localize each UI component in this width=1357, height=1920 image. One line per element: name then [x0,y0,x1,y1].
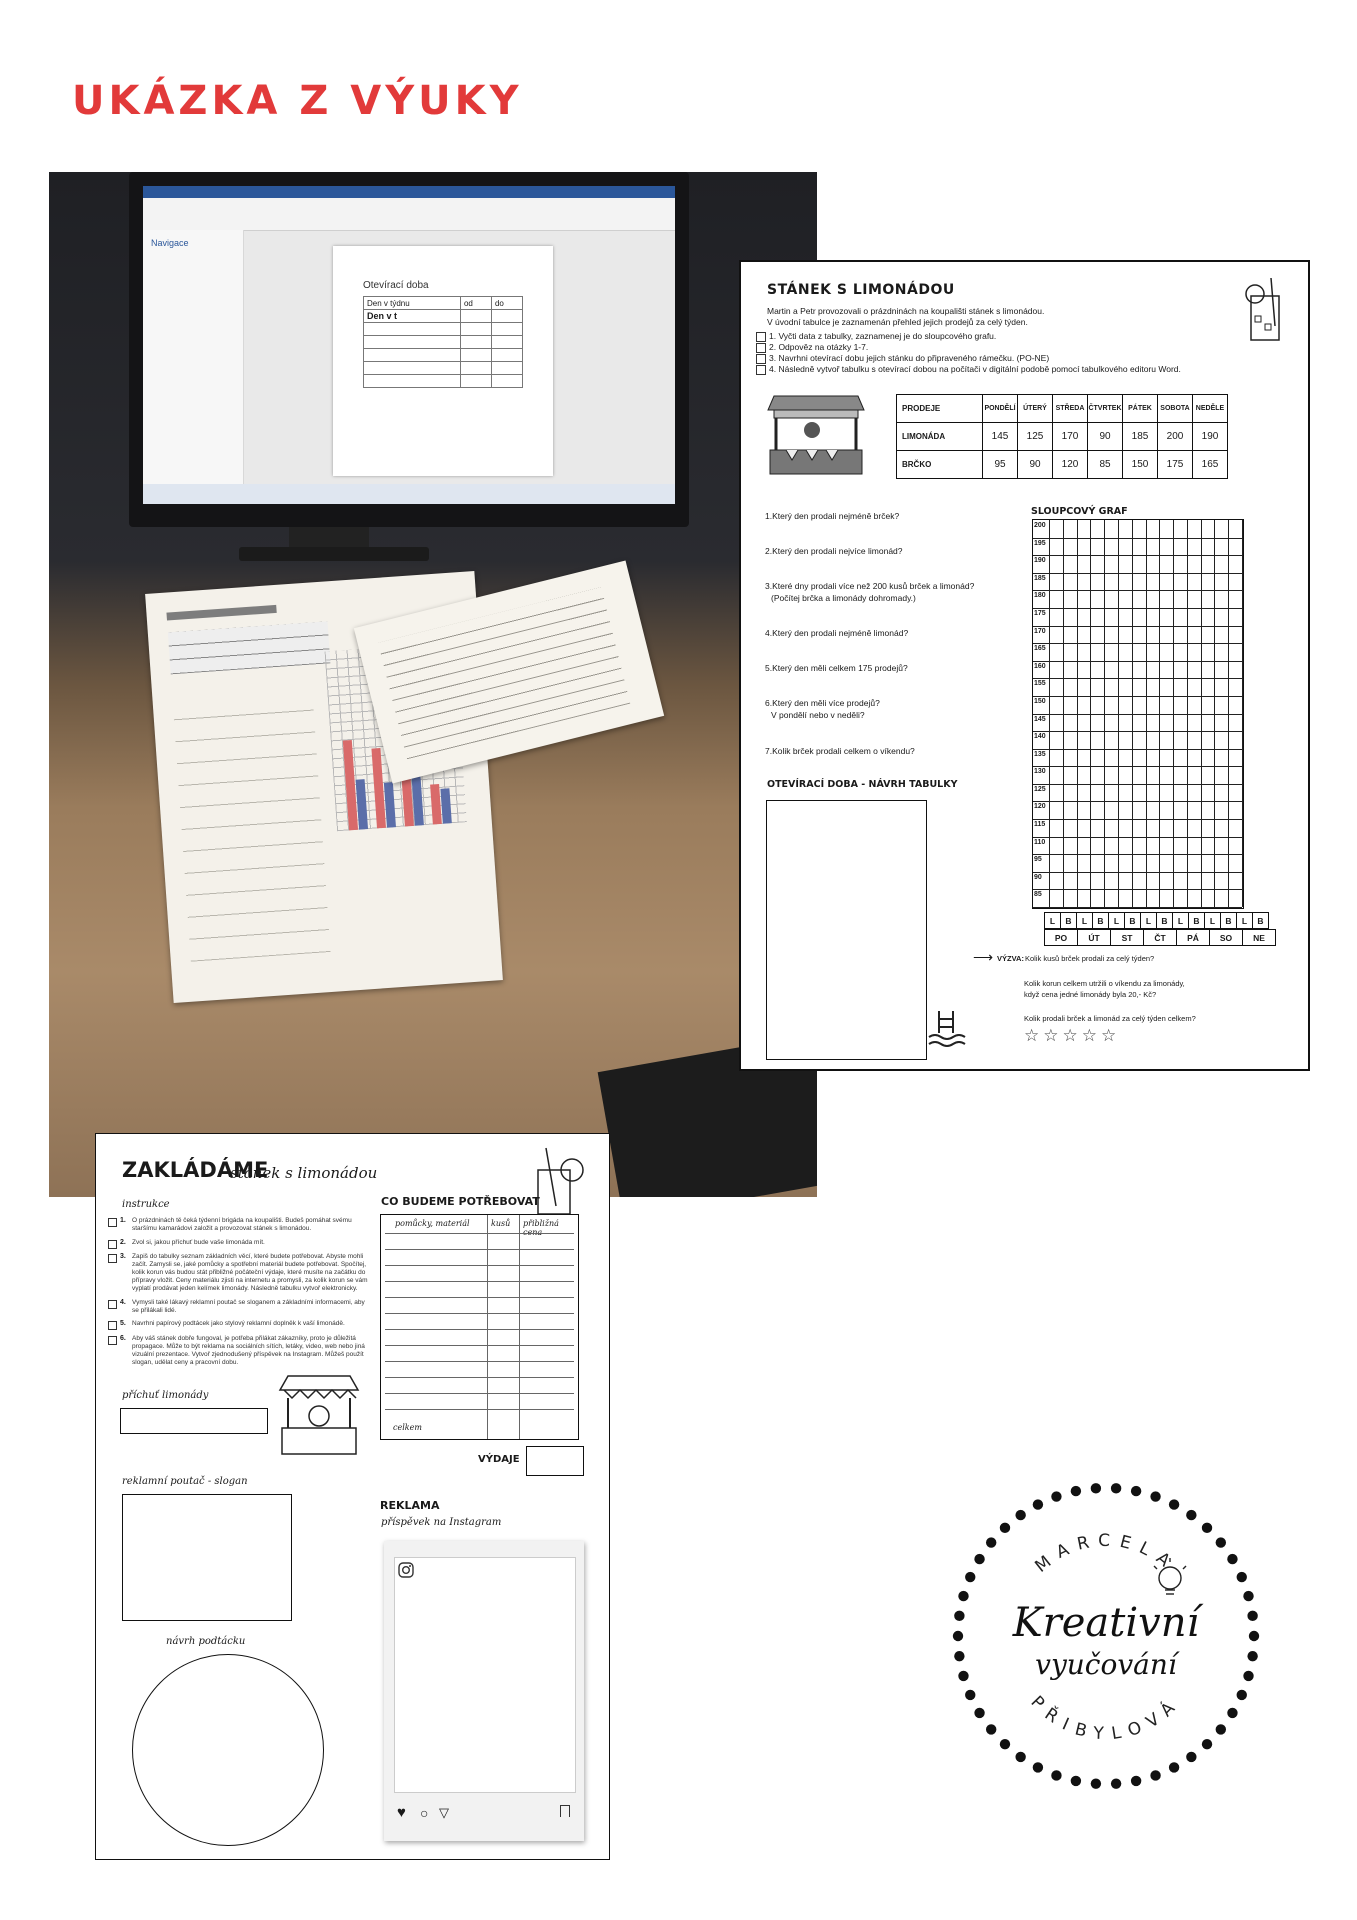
intro-line: Martin a Petr provozovali o prázdninách na koupališti stánek s limonádou. [767,306,1045,316]
logo-dot [1071,1486,1081,1496]
y-axis-tick: 85 [1034,891,1042,899]
grid-column-line [1187,520,1188,907]
logo-dot [1051,1491,1061,1501]
grid-row-line [1033,590,1242,591]
worksheet2-subtitle: stánek s limonádou [230,1164,378,1182]
grid-row-line [1033,907,1242,908]
rating-stars[interactable]: ☆☆☆☆☆ [1024,1026,1121,1045]
needs-row-line [385,1313,574,1314]
day-header: STŘEDA [1053,395,1088,423]
grid-column-line [1118,520,1119,907]
document-title: Otevírací doba [363,280,429,291]
x-axis-lb-label: B [1157,913,1173,929]
doc-table-header: Den v týdnu [364,297,461,310]
logo-dot [974,1708,984,1718]
x-axis-day-label: PO [1045,930,1078,946]
logo-dot [1071,1776,1081,1786]
flavor-label: příchuť limonády [122,1390,209,1401]
coaster-circle[interactable] [132,1654,324,1846]
question: 4.Který den prodali nejméně limonád? [765,628,909,638]
logo-dot [965,1690,975,1700]
y-axis-tick: 185 [1034,574,1046,582]
x-axis-day-label: SO [1210,930,1243,946]
question: 2.Který den prodali nejvíce limonád? [765,546,903,556]
grid-column-line [1201,520,1202,907]
logo-dot [1186,1752,1196,1762]
day-header: PÁTEK [1123,395,1158,423]
y-axis-tick: 155 [1034,680,1046,688]
needs-row-line [385,1345,574,1346]
day-header: ÚTERÝ [1018,395,1053,423]
grid-row-line [1033,661,1242,662]
x-axis-lb-label: L [1109,913,1125,929]
grid-row-line [1033,889,1242,890]
logo-dot [986,1724,996,1734]
y-axis-tick: 90 [1034,873,1042,881]
logo-dot [1227,1708,1237,1718]
x-axis-lb-label: L [1045,913,1061,929]
grid-row-line [1033,608,1242,609]
slogan-box[interactable] [122,1494,292,1621]
logo-dot [958,1591,968,1601]
worksheet-title: STÁNEK S LIMONÁDOU [767,282,955,298]
day-header: ČTVRTEK [1088,395,1123,423]
y-axis-tick: 200 [1034,522,1046,529]
worksheet2-title: ZAKLÁDÁME [122,1158,269,1182]
logo-script-line2: vyučování [1035,1648,1177,1681]
question: 6.Který den měli více prodejů? [765,698,880,708]
grid-row-line [1033,872,1242,873]
logo-dot [1150,1770,1160,1780]
needs-row-line [385,1265,574,1266]
grid-column-line [1214,520,1215,907]
logo-dot [1150,1491,1160,1501]
arrow-icon: ⟶ [973,949,994,965]
needs-row-line [385,1281,574,1282]
day-header: SOBOTA [1158,395,1193,423]
y-axis-tick: 130 [1034,768,1046,776]
table-cell: 90 [1018,451,1053,479]
logo-dot [1186,1510,1196,1520]
word-title-bar [143,186,675,198]
logo-dot [1131,1486,1141,1496]
bar-graph-grid[interactable] [1032,519,1244,909]
grid-row-line [1033,696,1242,697]
logo-top-text: MARCELA [1031,1530,1181,1577]
navigation-title: Navigace [151,238,189,248]
grid-row-line [1033,678,1242,679]
x-axis-lb-label: L [1141,913,1157,929]
graph-title: SLOUPCOVÝ GRAF [1031,506,1128,517]
logo-dot [1000,1523,1010,1533]
word-document-page [333,246,553,476]
grid-row-line [1033,555,1242,556]
table-cell: 200 [1158,423,1193,451]
y-axis-tick: 195 [1034,539,1046,547]
grid-row-line [1033,766,1242,767]
coaster-label: návrh podtácku [166,1636,246,1647]
logo-dot [1051,1770,1061,1780]
x-axis-day-label: PÁ [1177,930,1210,946]
table-cell: 120 [1053,451,1088,479]
share-icon[interactable]: ▽ [439,1805,449,1820]
y-axis-tick: 135 [1034,750,1046,758]
comment-icon[interactable]: ○ [420,1805,429,1821]
logo-dot [1247,1651,1257,1661]
table-cell: 145 [983,423,1018,451]
task-checkbox[interactable] [756,332,766,342]
question: 5.Který den měli celkem 175 prodejů? [765,663,908,673]
grid-column-line [1173,520,1174,907]
step-text: Zvol si, jakou příchuť bude vaše limonáda mít. [132,1239,265,1246]
grid-column-line [1132,520,1133,907]
challenge-text: Kolik kusů brček prodali za celý týden? [1025,954,1155,963]
y-axis-tick: 120 [1034,803,1046,811]
task-text: 4. Následně vytvoř tabulku s otevírací dobou na počítači v digitální podobě pomocí tabulkového editoru Word. [769,364,1181,374]
x-axis-lb-label: L [1077,913,1093,929]
step-text: O prázdninách tě čeká týdenní brigáda na koupališti. Budeš pomáhat svému staršímu kamarádovi založit a provozovat stánek s limonádou. [132,1217,352,1232]
needs-header: pomůcky, materiál [395,1219,470,1228]
grid-column-line [1077,520,1078,907]
flavor-input-box[interactable] [120,1408,268,1434]
logo-dot [954,1611,964,1621]
question: 7.Kolik brček prodali celkem o víkendu? [765,746,915,756]
step-text: Aby váš stánek dobře fungoval, je potřeba přilákat zákazníky, proto je důležitá propagace. Může to být reklama na sociálních sítích, letáky, video, web nebo jiná vizuální prezentace. Vytvoř zjednodušený příspěvek na Instagram. Můžeš použít slogan, udělat ceny a pracovní dobu. [132,1335,365,1366]
logo-dot [1091,1778,1101,1788]
y-axis-tick: 175 [1034,609,1046,617]
grid-row-line [1033,819,1242,820]
table-cell: 170 [1053,423,1088,451]
challenge-text: když cena jedné limonády byla 20,- Kč? [1024,990,1157,999]
expenses-label: VÝDAJE [478,1454,520,1465]
grid-row-line [1033,837,1242,838]
table-cell: 175 [1158,451,1193,479]
table-cell: 125 [1018,423,1053,451]
monitor-base [239,547,429,561]
y-axis-tick: 160 [1034,662,1046,670]
graph-lb-row [1032,912,1269,929]
day-header: NEDĚLE [1193,395,1228,423]
table-cell: 165 [1193,451,1228,479]
needs-table[interactable] [380,1214,579,1440]
needs-row-line [385,1329,574,1330]
grid-row-line [1033,801,1242,802]
logo-dot [1015,1752,1025,1762]
instagram-post-mockup [384,1541,584,1841]
slogan-label: reklamní poutač - slogan [122,1476,248,1487]
step-number: 4. [120,1299,126,1306]
task-text: 3. Navrhni otevírací dobu jejich stánku do připraveného rámečku. (PO-NE) [769,353,1050,363]
y-axis-tick: 125 [1034,785,1046,793]
logo-dot [986,1537,996,1547]
needs-row-line [385,1297,574,1298]
x-axis-lb-label: B [1061,913,1077,929]
navigation-pane [143,230,244,484]
sales-table-header: PRODEJE [897,395,983,423]
question: 3.Které dny prodali více než 200 kusů brček a limonád? [765,581,975,591]
word-ribbon [143,186,675,231]
grid-row-line [1033,784,1242,785]
grid-row-line [1033,538,1242,539]
instagram-icon [398,1562,414,1578]
pool-ladder-icon [927,1007,971,1051]
step-text: Vymysli také lákavý reklamní poutač se sloganem a základními informacemi, aby se přilákali lidé. [132,1299,365,1314]
y-axis-tick: 95 [1034,856,1042,864]
intro-line: V úvodní tabulce je zaznamenán přehled jejich prodejů za celý týden. [767,317,1028,327]
y-axis-tick: 115 [1034,821,1046,829]
step-checkbox[interactable] [108,1321,117,1330]
document-table [363,296,523,388]
logo-dot [1033,1499,1043,1509]
grid-row-line [1033,626,1242,627]
step-number: 1. [120,1217,126,1224]
intro-text [767,306,1207,328]
logo-dot [1000,1739,1010,1749]
opening-hours-box[interactable] [766,800,927,1060]
monitor-screen [143,186,675,504]
needs-row-line [385,1233,574,1234]
grid-row-line [1033,731,1242,732]
grid-row-line [1033,643,1242,644]
table-cell: 190 [1193,423,1228,451]
task-checkbox[interactable] [756,365,766,375]
needs-row-line [385,1409,574,1410]
challenge-text: Kolik korun celkem utržili o víkendu za limonády, [1024,979,1185,988]
monitor [129,172,689,527]
photo-worksheet-title [166,605,276,621]
ad-title: REKLAMA [380,1499,440,1512]
x-axis-day-label: NE [1243,930,1276,946]
logo-dot [974,1554,984,1564]
step-checkbox[interactable] [108,1240,117,1249]
logo-dot [1216,1537,1226,1547]
x-axis-lb-label: B [1189,913,1205,929]
taskbar [143,484,675,504]
question-note: V pondělí nebo v neděli? [771,710,865,720]
logo-dot [1237,1572,1247,1582]
needs-row-line [385,1377,574,1378]
logo-script-line1: Kreativní [1012,1600,1200,1646]
row-label: LIMONÁDA [897,423,983,451]
step-text: Navrhni papírový podtácek jako stylový reklamní doplněk k vaší limonádě. [132,1320,345,1327]
y-axis-tick: 110 [1034,838,1046,846]
logo-dot [1015,1510,1025,1520]
step-checkbox[interactable] [108,1254,117,1263]
grid-column-line [1146,520,1147,907]
photo-worksheet-table [168,621,331,674]
sales-table [896,394,1228,479]
x-axis-day-label: ÚT [1078,930,1111,946]
logo-dot [1243,1591,1253,1601]
grid-column-line [1228,520,1229,907]
opening-hours-title: OTEVÍRACÍ DOBA - NÁVRH TABULKY [767,779,958,790]
worksheet-lemonade-stand [739,260,1310,1071]
needs-row-line [385,1393,574,1394]
logo-dot [1169,1499,1179,1509]
logo-dot [1169,1762,1179,1772]
grid-column-line [1242,520,1243,907]
grid-column-line [1063,520,1064,907]
instructions-label: instrukce [122,1199,170,1210]
needs-title: CO BUDEME POTŘEBOVAT [381,1195,540,1208]
grid-column-line [1090,520,1091,907]
day-header: PONDĚLÍ [983,395,1018,423]
logo-dot [1091,1483,1101,1493]
grid-row-line [1033,573,1242,574]
classroom-photo [49,172,817,1197]
table-cell: 85 [1088,451,1123,479]
question-note: (Počítej brčka a limonády dohromady.) [771,593,916,603]
task-checkbox[interactable] [756,354,766,364]
kreativni-vyucovani-logo [948,1478,1264,1794]
logo-dot [1249,1631,1259,1641]
needs-row-line [385,1249,574,1250]
y-axis-tick: 165 [1034,645,1046,653]
challenge-text: Kolik prodali brček a limonád za celý týden celkem? [1024,1014,1196,1023]
step-checkbox[interactable] [108,1336,117,1345]
step-checkbox[interactable] [108,1300,117,1309]
task-text: 1. Vyčti data z tabulky, zaznamenej je do sloupcového grafu. [769,331,997,341]
logo-dot [1202,1739,1212,1749]
logo-dot [1202,1523,1212,1533]
logo-dot [965,1572,975,1582]
logo-dot [1243,1671,1253,1681]
y-axis-tick: 190 [1034,557,1046,565]
grid-column-line [1049,520,1050,907]
x-axis-day-label: ČT [1144,930,1177,946]
row-label: BRČKO [897,451,983,479]
lemonade-stand-illustration [766,392,866,477]
task-checkbox[interactable] [756,343,766,353]
heart-icon[interactable]: ♥ [397,1804,406,1821]
x-axis-lb-label: B [1125,913,1141,929]
grid-row-line [1033,749,1242,750]
doc-table-cell: Den v t [364,310,461,323]
table-cell: 95 [983,451,1018,479]
worksheet-founding-stand [95,1133,610,1860]
question: 1.Který den prodali nejméně brček? [765,511,900,521]
x-axis-lb-label: B [1253,913,1269,929]
graph-day-row [1032,929,1276,946]
x-axis-lb-label: L [1205,913,1221,929]
logo-dot [953,1631,963,1641]
logo-dot [1111,1483,1121,1493]
photo-worksheet-answers [173,703,330,962]
x-axis-day-label: ST [1111,930,1144,946]
grid-column-line [1159,520,1160,907]
x-axis-lb-label: L [1173,913,1189,929]
x-axis-lb-label: B [1221,913,1237,929]
logo-dot [1131,1776,1141,1786]
logo-dot [1247,1611,1257,1621]
logo-dot [1227,1554,1237,1564]
step-text: Zapiš do tabulky seznam základních věcí, které budete potřebovat. Abyste mohli začít. Zamysli se, jaké pomůcky a spotřební materiál budete potřebovat. Spočítej, kolik korun vás budou stát přibližné počáteční výdaje, které musíte na začátku do přípravy vložit. Ceny materiálu zjisti na internetu a promysli, za kolik korun se vám vyplatí prodávat jeden kelímek limonády. Následně tabulku vytvoř elektronicky. [132,1253,368,1292]
logo-dot [1033,1762,1043,1772]
logo-dot [1216,1724,1226,1734]
logo-dot [1237,1690,1247,1700]
needs-header: kusů [491,1219,511,1228]
needs-row-line [385,1361,574,1362]
y-axis-tick: 150 [1034,697,1046,705]
lemonade-stand-illustration [278,1374,360,1460]
x-axis-lb-label: B [1093,913,1109,929]
y-axis-tick: 140 [1034,733,1046,741]
bookmark-icon[interactable] [560,1805,570,1817]
doc-table-header: do [491,297,522,310]
y-axis-tick: 145 [1034,715,1046,723]
x-axis-lb-label: L [1237,913,1253,929]
expenses-box[interactable] [526,1446,584,1476]
needs-header: přibližná cena [523,1219,559,1237]
step-number: 3. [120,1253,126,1260]
y-axis-tick: 170 [1034,627,1046,635]
logo-bottom-text: PŘIBYLOVÁ [1026,1692,1186,1745]
logo-dot [1111,1778,1121,1788]
logo-dot [958,1671,968,1681]
grid-row-line [1033,714,1242,715]
step-number: 2. [120,1239,126,1246]
task-text: 2. Odpověz na otázky 1-7. [769,342,869,352]
needs-total-label: celkem [393,1423,422,1432]
step-number: 6. [120,1335,126,1342]
lemonade-glass-icon [1241,276,1293,346]
page-heading: UKÁZKA Z VÝUKY [72,78,523,124]
table-cell: 90 [1088,423,1123,451]
grid-row-line [1033,854,1242,855]
table-cell: 150 [1123,451,1158,479]
ad-subtitle: příspěvek na Instagram [381,1517,502,1528]
doc-table-header: od [460,297,491,310]
table-cell: 185 [1123,423,1158,451]
y-axis-tick: 180 [1034,592,1046,600]
logo-dot [954,1651,964,1661]
step-checkbox[interactable] [108,1218,117,1227]
instagram-post-image[interactable] [394,1557,576,1793]
challenge-label: VÝZVA: [997,954,1024,963]
grid-column-line [1104,520,1105,907]
step-number: 5. [120,1320,126,1327]
